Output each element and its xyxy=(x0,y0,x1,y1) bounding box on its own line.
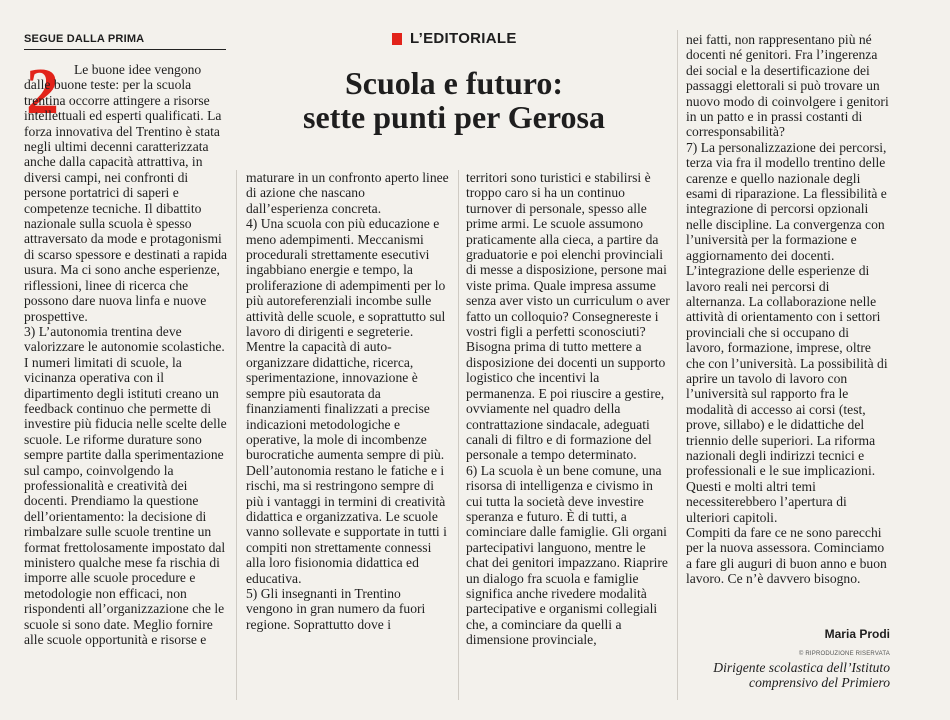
article-column-2: maturare in un confronto aperto linee di azione che nascano dall’esperienza concreta. 4) Una scuola con più educazione e meno adempimenti. Meccanismi procedurali strettamente esecutivi ingabbiano energie e tempo, la proliferazione di adempimenti per lo più autoreferenziali incombe sulle attività delle scuole, e soprattutto sul lavoro di dirigenti e segreterie. Mentre la capacità di auto-organizzare didattiche, ricerca, sperimentazione, innovazione è sempre più esautorata da finanziamenti finalizzati a precise indicazioni metodologiche e operative, la mole di incombenze burocratiche aumenta sempre di più. Dell’autonomia restano le fatiche e i rischi, ma si restringono sempre di più i vantaggi in termini di creatività didattica e organizzativa. Le scuole vanno sollevate e supportate in tutti i compiti non strettamente connessi alla loro fisionomia didattica ed educativa. 5) Gli insegnanti in Trentino vengono in gran numero da fuori regione. Soprattutto dove i xyxy=(246,170,449,632)
author-role: Dirigente scolastica dell’Istituto comprensivo del Primiero xyxy=(713,660,890,691)
section-label xyxy=(392,30,517,47)
section-kicker: SEGUE DALLA PRIMA xyxy=(24,33,226,50)
article-column-1: Le buone idee vengono dalle buone teste: per la scuola trentina occorre attingere a risorse intellettuali ed esperti qualificati. La forza innovativa del Trentino è stata negli ultimi decenni caratterizzata anche dalla capacità attrattiva, in diversi campi, nei confronti di persone portatrici di saperi e competenze tecniche. Il dibattito nazionale sulla scuola è spesso attraversato da mode e protagonismi di scarso spessore e destinati a rapida usura. Ma ci sono anche esperienze, riflessioni, linee di ricerca che possono dare nuova linfa e nuove prospettive. 3) L’autonomia trentina deve valorizzare le autonomie scolastiche. I numeri limitati di scuole, la vicinanza operativa con il dipartimento degli istituti creano un feedback continuo che permette di investire più fiducia nelle scelte delle scuole. Le riforme durature sono sempre partite dalla sperimentazione sul campo, coinvolgendo la professionalità e creatività dei docenti. Prendiamo la questione dell’orientamento: la decisione di rimbalzare sulle scuole trentine un format frettolosamente impostato dal ministero qualche mese fa rischia di imporre alle scuole procedure e metodologie non efficaci, non rispondenti all’organizzazione che le scuole si sono date. Meglio fornire alle scuole opportunità e risorse e xyxy=(24,62,228,648)
column-divider xyxy=(458,170,459,700)
column-divider xyxy=(236,170,237,700)
article-column-4: nei fatti, non rappresentano più né docenti né genitori. Fra l’ingerenza dei social e la desertificazione dei passaggi elettorali si può trovare un nuovo modo di coinvolgere i genitori in un patto e in prassi costanti di corresponsabilità? 7) La personalizzazione dei percorsi, terza via fra il modello trentino delle carenze e quello nazionale degli esami di riparazione. La flessibilità e integrazione di percorsi opzionali nelle discipline. La convergenza con l’università per la formazione e aggiornamento dei docenti. L’integrazione delle esperienze di lavoro reali nei percorsi di alternanza. La collaborazione nelle attività di orientamento con i settori provinciali che si occupano di lavoro, formazione, imprese, oltre che con l’università. La possibilità di aprire un tavolo di lavoro con l’università sul rapporto fra le modalità di accesso ai corsi (test, prove, sillabo) e le didattiche del triennio delle superiori. La riforma nazionali degli indirizzi tecnici e professionali e le sue implicazioni. Questi e molti altri temi necessiterebbero l’apertura di ulteriori capitoli. Compiti da fare ce ne sono parecchi per la nuova assessora. Cominciamo a fare gli auguri di buon anno e buon lavoro. Ce n’è davvero bisogno. xyxy=(686,32,889,587)
column-divider xyxy=(677,30,678,700)
drop-cap-number: 2 xyxy=(26,55,59,128)
author-signature: Maria Prodi xyxy=(824,627,890,641)
red-square-icon xyxy=(392,33,402,45)
reproduction-note: © RIPRODUZIONE RISERVATA xyxy=(798,651,890,657)
section-label-text: L’EDITORIALE xyxy=(410,30,517,47)
article-column-3: territori sono turistici e stabilirsi è troppo caro si ha un continuo turnover di personale, spesso alle prime armi. Le scuole assumono praticamente alla cieca, a partire da graduatorie e poi elenchi provinciali di messe a disposizione, persone mai viste prima. Quale impresa assume senza aver visto un curriculum o aver fatto un colloquio? Consegnereste i vostri figli a perfetti sconosciuti? Bisogna prima di tutto mettere a disposizione dei docenti un supporto logistico che incentivi la permanenza. E poi riuscire a gestire, ovviamente nel quadro della contrattazione sindacale, adeguati canali di filtro e di formazione del personale a tempo determinato. 6) La scuola è un bene comune, una risorsa di intelligenza e civismo in cui tutta la società deve investire speranza e futuro. È di tutti, a cominciare dalle famiglie. Gli organi partecipativi languono, mentre le chat dei genitori impazzano. Riaprire un dialogo fra scuola e famiglie significa anche rivedere modalità partecipative e organismi collegiali che, a cominciare da quelli a dimensione provinciale, xyxy=(466,170,670,648)
article-headline: Scuola e futuro: sette punti per Gerosa xyxy=(303,65,605,135)
